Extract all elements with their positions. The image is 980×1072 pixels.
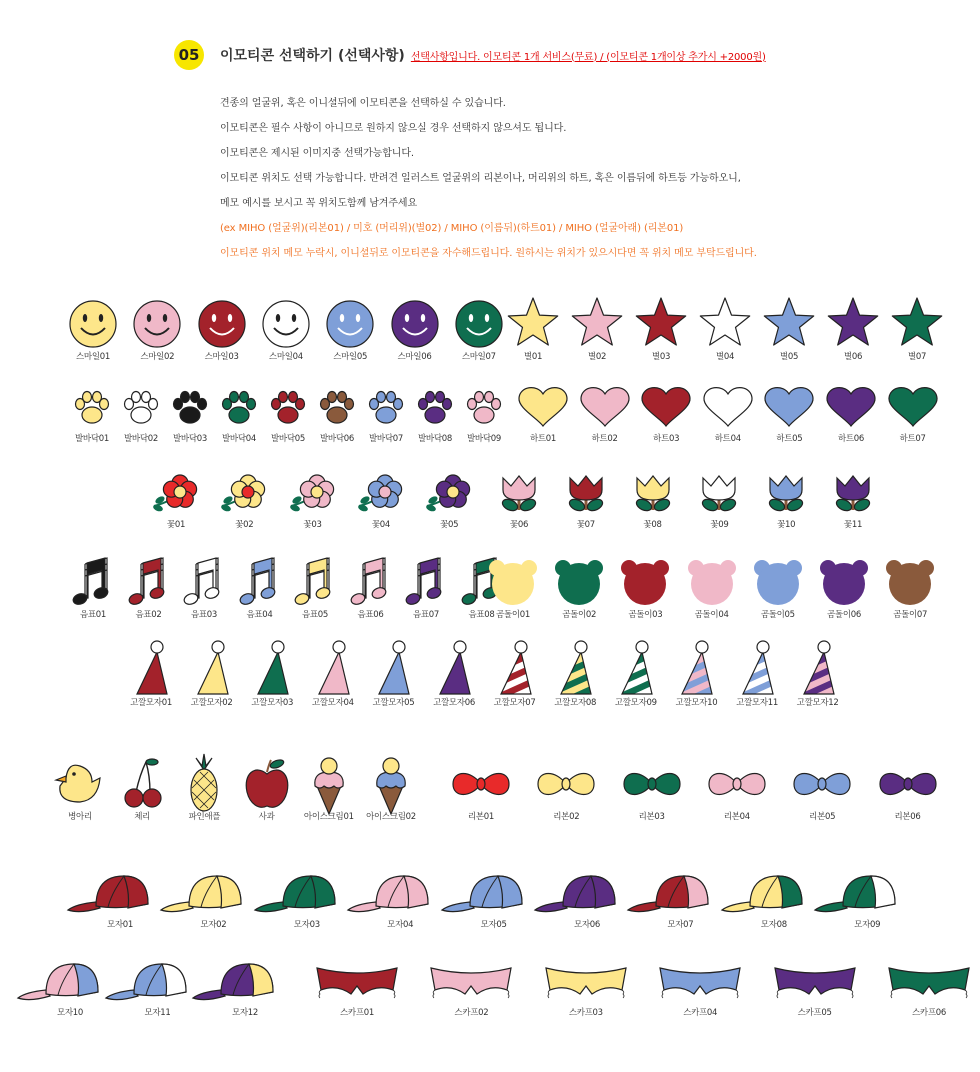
option-label: 사과 [258, 812, 275, 822]
cap-option[interactable] [446, 858, 542, 948]
option-label: 곰돌이01 [496, 610, 530, 620]
option-label: 꽃03 [303, 520, 322, 530]
option-label: 스마일05 [333, 352, 368, 362]
cap-option[interactable] [165, 858, 261, 948]
heart-option[interactable] [865, 372, 961, 462]
pricing-note: 선택사항입니다. 이모티콘 1개 서비스(무료) / (이모티콘 1개이상 추가시 +2000원) [410, 51, 766, 63]
option-label: 리본05 [809, 812, 836, 822]
option-label: 발바닥06 [320, 434, 354, 444]
option-label: 꽃11 [843, 520, 863, 530]
option-label: 곰돌이07 [893, 610, 928, 620]
option-label: 별02 [587, 352, 607, 362]
option-label: 음표07 [412, 610, 440, 620]
option-label: 스카프03 [568, 1008, 603, 1018]
ribbon-option[interactable] [433, 750, 529, 840]
option-label: 꽃10 [777, 520, 796, 530]
option-label: 고깔모자10 [675, 698, 718, 708]
option-label: 스카프06 [912, 1008, 946, 1018]
option-label: 하트04 [714, 434, 741, 444]
section-header [174, 40, 766, 70]
option-label: 하트05 [776, 434, 803, 444]
option-label: 스마일06 [397, 352, 432, 362]
option-label: 별06 [843, 352, 863, 362]
cap-option[interactable] [632, 858, 728, 948]
option-label: 아이스크림01 [303, 812, 354, 822]
option-label: 스마일04 [268, 352, 303, 362]
ribbon-option[interactable] [518, 750, 614, 840]
option-label: 리본01 [467, 812, 495, 822]
option-label: 리본04 [723, 812, 750, 822]
option-label: 발바닥02 [124, 434, 158, 444]
instruction-line: 이모티콘 위치도 선택 가능합니다. 반려견 일러스트 얼굴위의 리본이나, 머리위의 하트, 혹은 이름뒤에 하트등 가능하오니, [220, 173, 741, 184]
icecream-option[interactable] [343, 750, 439, 840]
option-label: 곰돌이04 [694, 610, 729, 620]
cap-option[interactable] [539, 858, 635, 948]
instructions [220, 97, 757, 272]
option-label: 모자01 [106, 920, 134, 930]
step-number-badge: 05 [174, 40, 204, 70]
option-label: 하트07 [899, 434, 926, 444]
option-label: 곰돌이02 [562, 610, 597, 620]
option-label: 리본02 [553, 812, 580, 822]
cap-option[interactable] [197, 946, 293, 1036]
instruction-warning-line: 이모티콘 위치 메모 누락시, 이니셜뒤로 이모티콘을 자수해드립니다. 원하시는 위치가 있으시다면 꼭 위치 메모 부탁드립니다. [220, 248, 757, 259]
option-label: 발바닥01 [75, 434, 109, 444]
option-label: 별07 [907, 352, 927, 362]
option-label: 꽃08 [643, 520, 662, 530]
scarf-option[interactable] [423, 946, 519, 1036]
section-title: 이모티콘 선택하기 (선택사항) [220, 48, 405, 64]
option-label: 발바닥04 [222, 434, 256, 444]
bear-option[interactable] [862, 548, 958, 638]
option-label: 모자04 [387, 920, 414, 930]
option-label: 음표08 [468, 610, 495, 620]
option-label: 음표03 [190, 610, 218, 620]
option-label: 곰돌이05 [760, 610, 795, 620]
option-label: 스마일01 [76, 352, 110, 362]
option-label: 모자07 [667, 920, 694, 930]
option-label: 별03 [651, 352, 671, 362]
option-label: 음표04 [246, 610, 273, 620]
option-label: 고깔모자08 [554, 698, 597, 708]
tulip-option[interactable] [805, 458, 901, 548]
option-label: 모자09 [854, 920, 881, 930]
ribbon-option[interactable] [774, 750, 870, 840]
option-label: 고깔모자06 [433, 698, 475, 708]
option-label: 꽃04 [371, 520, 390, 530]
cap-option[interactable] [726, 858, 822, 948]
scarf-option[interactable] [652, 946, 748, 1036]
option-label: 음표05 [301, 610, 329, 620]
ribbon-option[interactable] [689, 750, 785, 840]
ribbon-option[interactable] [860, 750, 956, 840]
scarf-option[interactable] [881, 946, 977, 1036]
option-label: 꽃05 [440, 520, 459, 530]
option-label: 꽃01 [166, 520, 186, 530]
option-label: 고깔모자09 [614, 698, 657, 708]
option-label: 곰돌이03 [628, 610, 663, 620]
scarf-option[interactable] [309, 946, 405, 1036]
option-label: 꽃09 [710, 520, 729, 530]
option-label: 하트03 [653, 434, 680, 444]
option-label: 스카프05 [797, 1008, 832, 1018]
option-label: 발바닥05 [271, 434, 305, 444]
option-label: 체리 [134, 812, 151, 822]
instruction-line: 이모티콘은 제시된 이미지중 선택가능합니다. [220, 148, 414, 159]
option-label: 별01 [523, 352, 543, 362]
cap-option[interactable] [110, 946, 206, 1036]
star-option[interactable] [869, 290, 965, 380]
option-label: 고깔모자02 [190, 698, 233, 708]
option-label: 고깔모자01 [130, 698, 172, 708]
option-label: 모자02 [200, 920, 227, 930]
option-label: 고깔모자03 [251, 698, 294, 708]
option-label: 모자12 [231, 1008, 259, 1018]
option-label: 발바닥09 [467, 434, 501, 444]
instruction-line: 견종의 얼굴위, 혹은 이니셜뒤에 이모티콘을 선택하실 수 있습니다. [220, 98, 506, 109]
option-label: 스마일02 [140, 352, 175, 362]
option-label: 모자03 [293, 920, 320, 930]
cap-option[interactable] [352, 858, 448, 948]
option-label: 별05 [779, 352, 799, 362]
instruction-line: 이모티콘은 필수 사항이 아니므로 원하지 않으실 경우 선택하지 않으셔도 됩니다. [220, 123, 567, 134]
option-label: 모자06 [573, 920, 601, 930]
option-label: 발바닥03 [173, 434, 207, 444]
cap-option[interactable] [72, 858, 168, 948]
option-label: 아이스크림02 [366, 812, 416, 822]
option-label: 파인애플 [188, 812, 221, 822]
option-label: 스카프02 [454, 1008, 489, 1018]
option-label: 음표01 [79, 610, 107, 620]
option-label: 모자08 [760, 920, 787, 930]
cap-option[interactable] [259, 858, 355, 948]
option-label: 고깔모자05 [372, 698, 415, 708]
option-label: 리본06 [894, 812, 921, 822]
option-label: 리본03 [638, 812, 665, 822]
option-label: 모자10 [56, 1008, 84, 1018]
option-label: 하트06 [837, 434, 865, 444]
option-label: 발바닥08 [418, 434, 452, 444]
instruction-example-line: (ex MIHO (얼굴위)(리본01) / 미호 (머리위)(별02) / MIHO (이름뒤)(하트01) / MIHO (얼굴아래) (리본01) [220, 223, 684, 234]
option-label: 고깔모자11 [736, 698, 778, 708]
option-label: 곰돌이06 [827, 610, 861, 620]
option-label: 스카프01 [340, 1008, 374, 1018]
ribbon-option[interactable] [604, 750, 700, 840]
option-label: 스마일07 [461, 352, 496, 362]
option-label: 스카프04 [683, 1008, 718, 1018]
option-label: 하트01 [529, 434, 557, 444]
instruction-line: 메모 예시를 보시고 꼭 위치도함께 남겨주세요 [220, 198, 418, 209]
option-label: 꽃02 [235, 520, 254, 530]
option-label: 꽃06 [509, 520, 529, 530]
scarf-option[interactable] [767, 946, 863, 1036]
option-label: 음표06 [357, 610, 384, 620]
cap-option[interactable] [819, 858, 915, 948]
party-hat-option[interactable] [770, 636, 866, 726]
option-label: 모자05 [480, 920, 507, 930]
option-label: 스마일03 [204, 352, 239, 362]
option-label: 병아리 [68, 812, 92, 822]
option-label: 꽃07 [576, 520, 595, 530]
option-label: 음표02 [135, 610, 162, 620]
option-label: 고깔모자12 [796, 698, 839, 708]
option-label: 모자11 [144, 1008, 171, 1018]
option-label: 고깔모자07 [493, 698, 536, 708]
option-label: 발바닥07 [369, 434, 403, 444]
scarf-option[interactable] [538, 946, 634, 1036]
cap-option[interactable] [22, 946, 118, 1036]
option-label: 고깔모자04 [311, 698, 354, 708]
option-label: 별04 [715, 352, 735, 362]
option-label: 하트02 [591, 434, 618, 444]
